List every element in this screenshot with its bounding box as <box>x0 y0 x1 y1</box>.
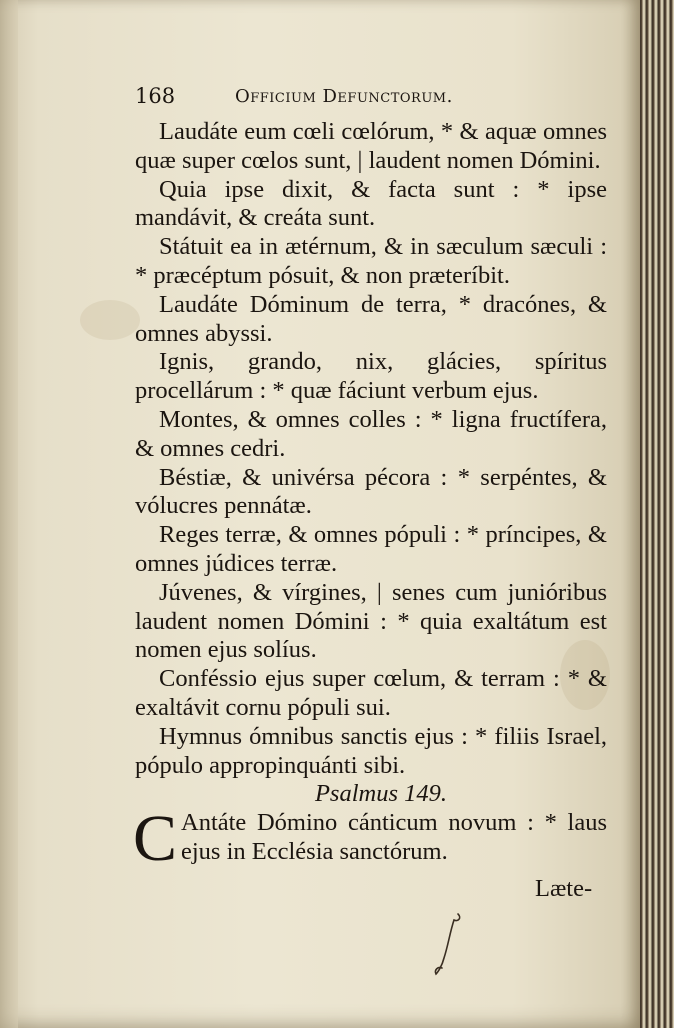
verse: Quia ipse dixit, & facta sunt : * ipse mandávit, & creáta sunt. <box>135 175 607 232</box>
verse: Laudáte Dóminum de terra, * dracónes, & omnes abyssi. <box>135 290 607 347</box>
verse: Júvenes, & vírgines, | senes cum junióribus laudent nomen Dómini : * quia exaltátum est nomen ejus solíus. <box>135 578 607 664</box>
verse: Státuit ea in ætérnum, & in sæculum sæculi : * præcéptum pósuit, & non præteríbit. <box>135 233 607 289</box>
drop-cap-initial: C <box>133 802 178 876</box>
page-gutter <box>0 0 18 1028</box>
verse: Montes, & omnes colles : * ligna fructífera, & omnes cedri. <box>135 405 607 462</box>
verse: Hymnus ómnibus sanctis ejus : * filiis Israel, pópulo appropinquánti sibi. <box>135 722 607 779</box>
page-number: 168 <box>135 84 176 108</box>
ink-scribble-mark <box>428 910 468 980</box>
psalm-text <box>133 118 607 876</box>
psalm-title: Psalmus 149. <box>314 780 448 808</box>
running-header <box>135 84 605 114</box>
page-edges <box>640 0 674 1028</box>
verse: Laudáte eum cœli cœlórum, * & aquæ omnes quæ super cœlos sunt, | laudent nomen Dómini. <box>135 118 607 174</box>
catchword: Læte- <box>535 875 593 902</box>
verse: Reges terræ, & omnes pópuli : * príncipes, & omnes júdices terræ. <box>135 521 607 577</box>
verse: Béstiæ, & univérsa pécora : * serpéntes, & vólucres pennátæ. <box>135 463 607 520</box>
antiphon-text: Antáte Dómino cánticum novum : * laus ejus in Ecclésia sanctórum. <box>181 809 607 865</box>
paper-stain <box>80 300 140 340</box>
verse: Conféssio ejus super cœlum, & terram : * & exaltávit cornu pópuli sui. <box>135 665 607 721</box>
running-title: Officium Defunctorum. <box>235 86 453 107</box>
verse: Ignis, grando, nix, glácies, spíritus procellárum : * quæ fáciunt verbum ejus. <box>135 348 607 405</box>
antiphon <box>133 802 607 876</box>
